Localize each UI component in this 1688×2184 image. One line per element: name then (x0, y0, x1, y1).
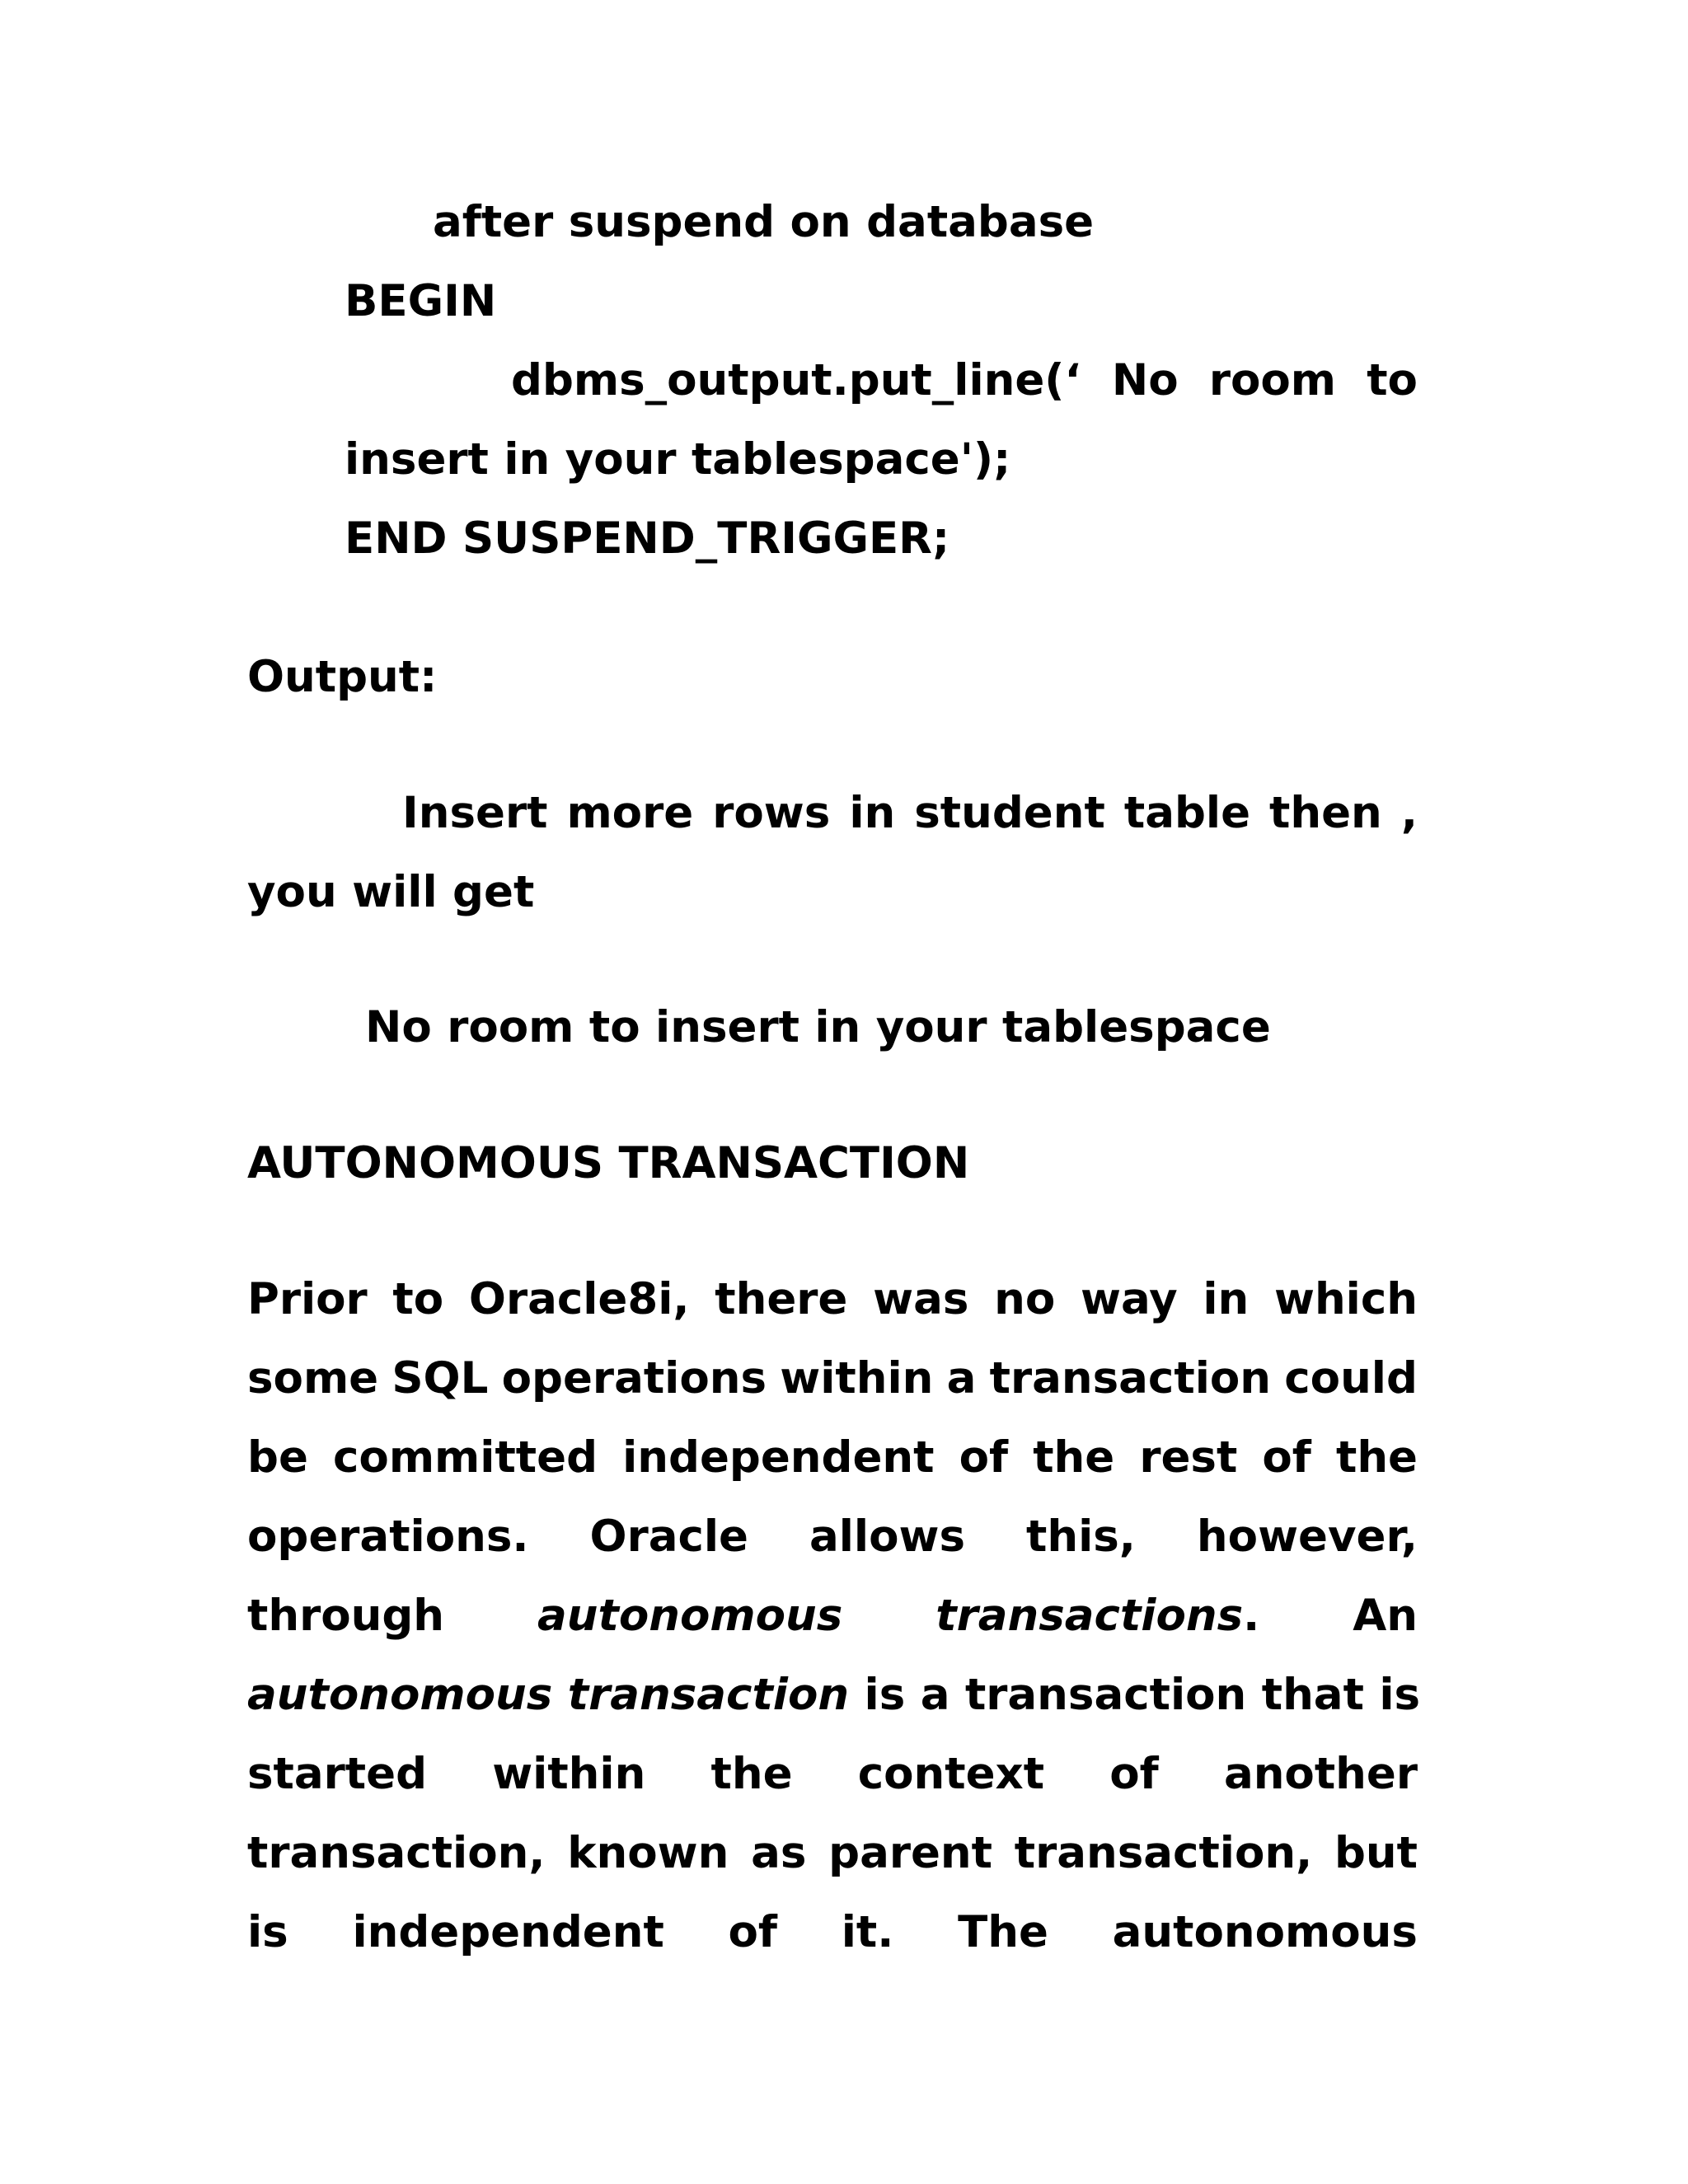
para-word: some (247, 1353, 379, 1404)
paragraph-line-1 (247, 1273, 1418, 1326)
para-word: but (1334, 1828, 1418, 1878)
para-word: autonomous (1112, 1907, 1418, 1957)
code-word: dbms_output.put_line(‘ (511, 355, 1081, 405)
code-line-insert: insert in your tablespace'); (345, 434, 1011, 485)
output-word: table (1123, 788, 1251, 838)
para-word: no (994, 1274, 1056, 1324)
output-line-2: you will get (247, 867, 535, 917)
paragraph-line-7 (247, 1748, 1418, 1801)
para-word: the (1033, 1432, 1115, 1483)
para-word: of (1262, 1432, 1311, 1483)
para-word: is (247, 1907, 288, 1957)
para-word: the (710, 1749, 793, 1799)
output-word: Insert (402, 788, 548, 838)
para-word: transaction, (247, 1828, 546, 1878)
para-word: could (1284, 1353, 1418, 1404)
para-phrase: is a transaction that is (849, 1670, 1421, 1720)
code-word: room (1208, 355, 1337, 405)
para-word: context (857, 1749, 1045, 1799)
para-word: the (1335, 1432, 1418, 1483)
para-word: of (728, 1907, 777, 1957)
para-word: rest (1139, 1432, 1238, 1483)
output-word: , (1400, 788, 1418, 838)
para-word-italic: autonomous (537, 1591, 843, 1641)
output-word: rows (712, 788, 831, 838)
para-word: as (751, 1828, 807, 1878)
para-word: way (1080, 1274, 1178, 1324)
para-word: to (392, 1274, 444, 1324)
para-word: Prior (247, 1274, 368, 1324)
para-word-italic: transactions (935, 1591, 1244, 1641)
paragraph-line-5 (247, 1590, 1418, 1643)
paragraph-line-6 (247, 1669, 1420, 1722)
para-punctuation: . (1243, 1591, 1260, 1641)
para-word: parent (828, 1828, 992, 1878)
para-word: it. (841, 1907, 894, 1957)
code-line-begin: BEGIN (345, 276, 497, 326)
para-word: operations. (247, 1511, 529, 1562)
paragraph-line-2 (247, 1352, 1418, 1405)
para-word: however, (1196, 1511, 1418, 1562)
para-word: of (1109, 1749, 1159, 1799)
para-word: which (1273, 1274, 1418, 1324)
para-word: Oracle8i, (468, 1274, 690, 1324)
output-word: more (566, 788, 694, 838)
para-word: An (1353, 1591, 1418, 1641)
code-line-put-line (511, 354, 1418, 407)
code-word: to (1367, 355, 1418, 405)
para-word: be (247, 1432, 308, 1483)
code-line-end-trigger: END SUSPEND_TRIGGER; (345, 513, 950, 564)
para-word: this, (1026, 1511, 1136, 1562)
output-word: student (914, 788, 1105, 838)
output-word: then (1269, 788, 1382, 838)
para-word: in (1203, 1274, 1250, 1324)
para-word: transaction (989, 1353, 1271, 1404)
para-word: another (1223, 1749, 1418, 1799)
code-line-after-suspend: after suspend on database (433, 197, 1095, 247)
para-word: operations (501, 1353, 767, 1404)
para-word: there (715, 1274, 848, 1324)
para-word-group (935, 1590, 1259, 1643)
paragraph-line-3 (247, 1432, 1418, 1484)
paragraph-line-9 (247, 1906, 1418, 1959)
section-heading: AUTONOMOUS TRANSACTION (247, 1138, 970, 1188)
para-word: a (946, 1353, 977, 1404)
para-word: independent (622, 1432, 935, 1483)
output-word: in (849, 788, 896, 838)
code-word: No (1111, 355, 1179, 405)
para-word: known (567, 1828, 729, 1878)
para-word: independent (352, 1907, 664, 1957)
para-word: was (873, 1274, 969, 1324)
para-word: within (492, 1749, 646, 1799)
para-word: through (247, 1591, 445, 1641)
output-label: Output: (247, 652, 438, 702)
output-result: No room to insert in your tablespace (365, 1002, 1271, 1052)
para-word: SQL (392, 1353, 489, 1404)
para-word: transaction, (1014, 1828, 1313, 1878)
para-word: allows (809, 1511, 966, 1562)
para-word: started (247, 1749, 428, 1799)
para-word: committed (333, 1432, 598, 1483)
para-word: The (958, 1907, 1048, 1957)
paragraph-line-8 (247, 1827, 1418, 1880)
para-word: Oracle (589, 1511, 749, 1562)
para-phrase-italic: autonomous transaction (247, 1670, 850, 1720)
para-word: within (780, 1353, 934, 1404)
para-word: of (959, 1432, 1009, 1483)
paragraph-line-4 (247, 1511, 1418, 1563)
output-line-1 (402, 787, 1418, 840)
